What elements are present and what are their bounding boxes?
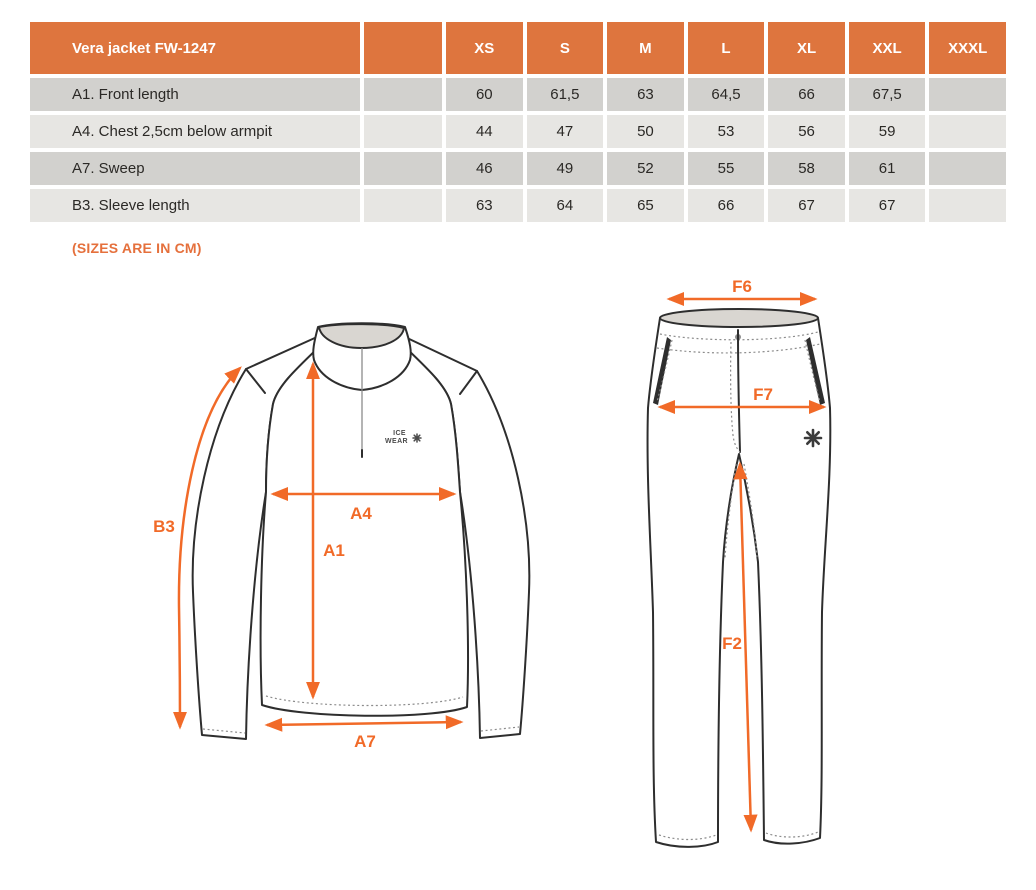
row-label-cell: A4. Chest 2,5cm below armpit xyxy=(30,115,360,148)
value-cell: 64,5 xyxy=(688,78,765,111)
value-cell: 67,5 xyxy=(849,78,926,111)
value-cell xyxy=(929,189,1006,222)
sizes-note: (SIZES ARE IN CM) xyxy=(72,240,202,256)
pants-f2-label: F2 xyxy=(722,634,742,653)
size-table xyxy=(30,22,1006,222)
pants-waist-opening xyxy=(660,309,818,327)
value-cell: 61 xyxy=(849,152,926,185)
value-cell: 67 xyxy=(768,189,845,222)
row-spacer-cell xyxy=(364,115,442,148)
jacket-a7-label: A7 xyxy=(354,732,376,751)
table-header-cell-xxxl: XXXL xyxy=(929,22,1006,74)
table-header-cell-xxl: XXL xyxy=(849,22,926,74)
jacket-diagram xyxy=(140,292,540,772)
table-title-cell: Vera jacket FW-1247 xyxy=(30,22,360,74)
jacket-a7-sweep-arrow xyxy=(267,722,461,725)
value-cell: 67 xyxy=(849,189,926,222)
jacket-a4-label: A4 xyxy=(350,504,372,523)
value-cell: 64 xyxy=(527,189,604,222)
value-cell: 56 xyxy=(768,115,845,148)
value-cell xyxy=(929,115,1006,148)
value-cell: 59 xyxy=(849,115,926,148)
value-cell: 46 xyxy=(446,152,523,185)
value-cell xyxy=(929,152,1006,185)
value-cell: 66 xyxy=(688,189,765,222)
row-label-cell: A1. Front length xyxy=(30,78,360,111)
value-cell: 66 xyxy=(768,78,845,111)
table-header-cell-s: S xyxy=(527,22,604,74)
pants-diagram xyxy=(630,272,870,862)
value-cell: 44 xyxy=(446,115,523,148)
table-header-cell-xl: XL xyxy=(768,22,845,74)
jacket-logo-text-wear: WEAR xyxy=(385,438,408,445)
table-header-spacer-cell xyxy=(364,22,442,74)
value-cell: 63 xyxy=(446,189,523,222)
jacket-a1-label: A1 xyxy=(323,541,345,560)
jacket-logo-snowflake-icon xyxy=(413,434,421,442)
value-cell: 61,5 xyxy=(527,78,604,111)
value-cell: 63 xyxy=(607,78,684,111)
pants-f6-label: F6 xyxy=(732,277,752,296)
value-cell: 49 xyxy=(527,152,604,185)
pants-f7-label: F7 xyxy=(753,385,773,404)
jacket-logo-text-ice: ICE xyxy=(393,430,406,437)
value-cell: 65 xyxy=(607,189,684,222)
value-cell: 58 xyxy=(768,152,845,185)
jacket-body xyxy=(261,348,468,716)
value-cell: 52 xyxy=(607,152,684,185)
value-cell: 47 xyxy=(527,115,604,148)
row-spacer-cell xyxy=(364,152,442,185)
value-cell xyxy=(929,78,1006,111)
value-cell: 50 xyxy=(607,115,684,148)
table-header-cell-m: M xyxy=(607,22,684,74)
value-cell: 60 xyxy=(446,78,523,111)
table-header-cell-l: L xyxy=(688,22,765,74)
row-label-cell: B3. Sleeve length xyxy=(30,189,360,222)
row-label-cell: A7. Sweep xyxy=(30,152,360,185)
row-spacer-cell xyxy=(364,78,442,111)
value-cell: 53 xyxy=(688,115,765,148)
jacket-b3-label: B3 xyxy=(153,517,175,536)
value-cell: 55 xyxy=(688,152,765,185)
table-header-cell-xs: XS xyxy=(446,22,523,74)
pants-snowflake-logo-icon xyxy=(805,430,821,446)
row-spacer-cell xyxy=(364,189,442,222)
